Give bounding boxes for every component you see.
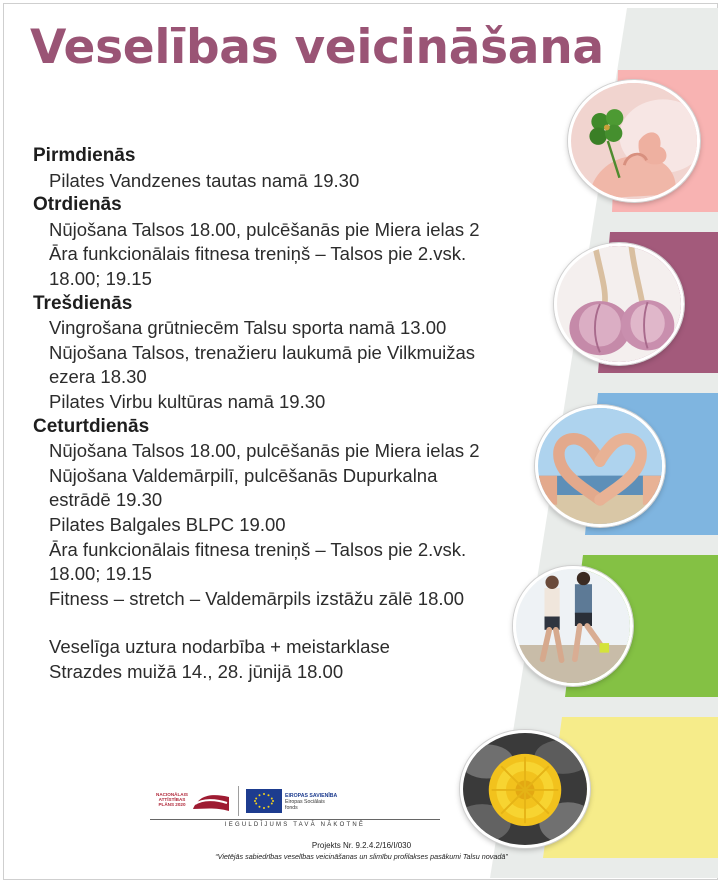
- nap-line: NACIONĀLAIS: [156, 792, 188, 797]
- eu-logo-text: [285, 793, 337, 811]
- page-title: Veselības veicināšana: [30, 20, 604, 75]
- nap-line: PLĀNS 2020: [158, 802, 186, 808]
- eu-subtitle: Eiropas Sociālais: [285, 799, 325, 805]
- nap-logo-text: [148, 792, 196, 808]
- latvia-flag-emblem-icon: [191, 789, 231, 813]
- activity-item: Āra funkcionālais fitnesa treniņš – Talsos pie 2.vsk.: [49, 243, 467, 265]
- day-monday: [33, 144, 533, 193]
- day-thursday: [33, 415, 533, 612]
- activity-item: Vingrošana grūtniecēm Talsu sporta namā 13.00: [49, 317, 447, 339]
- logo-divider: [238, 786, 239, 816]
- activity-item: Pilates Balgales BLPC 19.00: [49, 513, 286, 535]
- project-title: “Vietējās sabiedrības veselības veicināšanas un slimību profilakses pasākumi Talsu novadā”: [215, 852, 508, 861]
- activity-item: Fitness – stretch – Valdemārpils izstāžu zālē 18.00: [49, 587, 465, 609]
- extra-event-line: Strazdes muižā 14., 28. jūnijā 18.00: [49, 660, 344, 682]
- activity-item: Nūjošana Talsos 18.00, pulcēšanās pie Miera ielas 2: [49, 440, 480, 462]
- activity-item: ezera 18.30: [49, 366, 147, 388]
- spacer: [33, 611, 533, 635]
- project-number: Projekts Nr. 9.2.4.2/16/I/030: [311, 841, 412, 850]
- photo-runners: [513, 566, 633, 686]
- day-wednesday: [33, 292, 533, 415]
- activity-item: Pilates Virbu kultūras namā 19.30: [49, 390, 326, 412]
- photo-garlic: [554, 243, 684, 365]
- logos-rule: [150, 819, 440, 820]
- photo-yellow-flower: [460, 730, 590, 848]
- day-label: Ceturtdienās: [33, 415, 150, 437]
- eu-flag-icon: [246, 789, 282, 813]
- activity-item: Nūjošana Talsos 18.00, pulcēšanās pie Miera ielas 2: [49, 218, 480, 240]
- activity-item: 18.00; 19.15: [49, 563, 152, 585]
- photo-hand-clover: [568, 80, 700, 202]
- extra-event: [33, 635, 533, 684]
- nap-line: ATTĪSTĪBAS: [158, 797, 186, 803]
- activity-item: Nūjošana Valdemārpilī, pulcēšanās Dupurkalna: [49, 464, 438, 486]
- day-label: Trešdienās: [33, 292, 133, 314]
- activity-item: Nūjošana Talsos, trenažieru laukumā pie Vilkmuižas: [49, 341, 476, 363]
- day-tuesday: [33, 193, 533, 291]
- photo-heart-hands: [535, 405, 665, 527]
- extra-event-line: Veselīga uztura nodarbība + meistarklase: [49, 636, 390, 658]
- investment-slogan: IEGULDĪJUMS TAVĀ NĀKOTNĒ: [224, 822, 366, 828]
- day-label: Pirmdienās: [33, 145, 136, 166]
- activity-item: Pilates Vandzenes tautas namā 19.30: [49, 169, 360, 191]
- schedule: [33, 144, 533, 684]
- funding-logos: [145, 780, 445, 830]
- activity-item: 18.00; 19.15: [49, 267, 152, 289]
- day-label: Otrdienās: [33, 194, 122, 216]
- eu-subtitle: fonds: [285, 805, 298, 811]
- eu-title: EIROPAS SAVIENĪBA: [285, 793, 338, 799]
- activity-item: Āra funkcionālais fitnesa treniņš – Talsos pie 2.vsk.: [49, 538, 467, 560]
- activity-item: estrādē 19.30: [49, 489, 163, 511]
